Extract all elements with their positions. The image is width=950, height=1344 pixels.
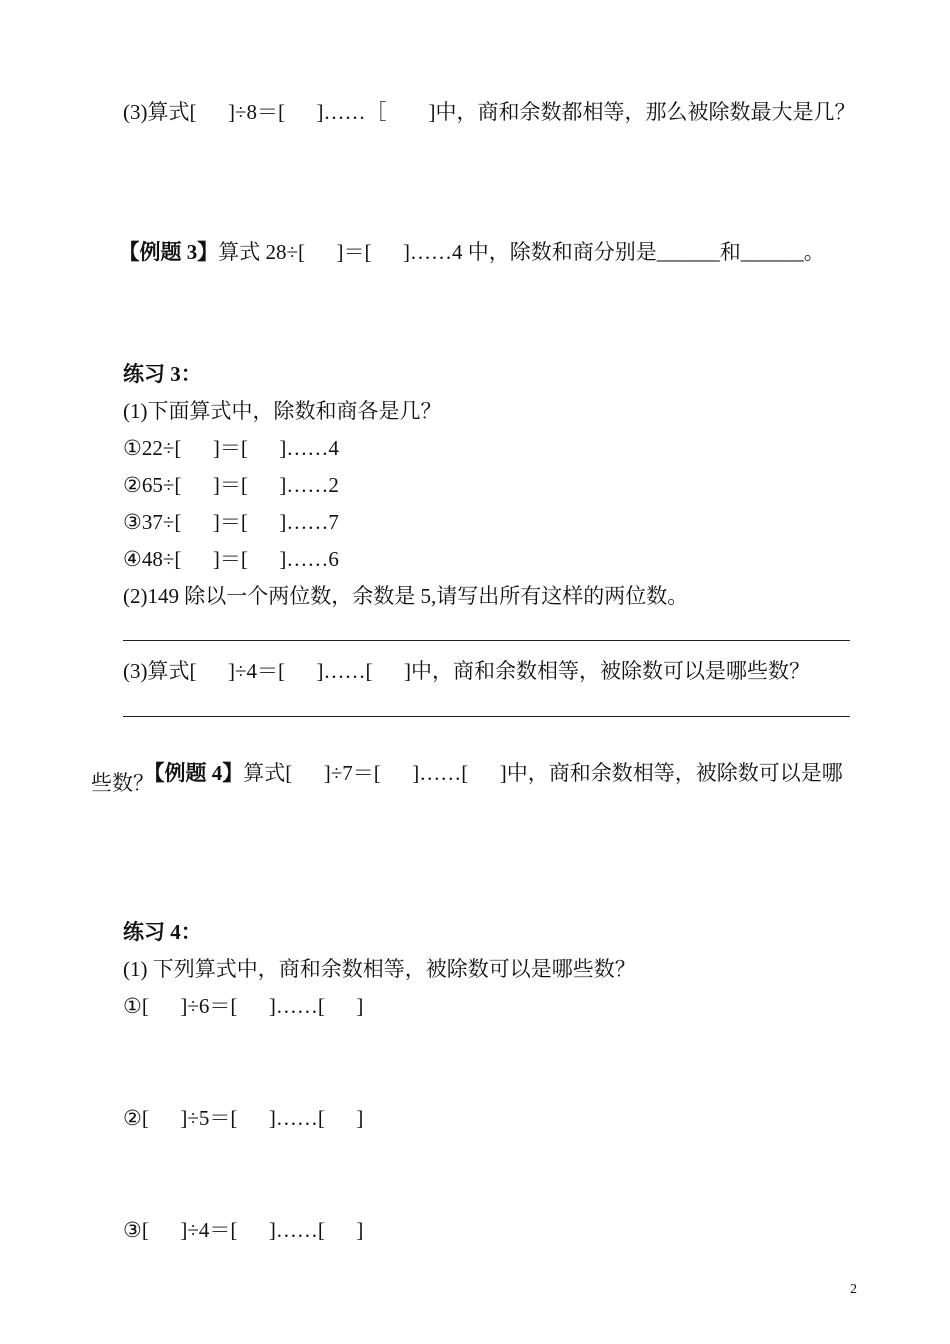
practice-4-item-3: ③[ ]÷4＝[ ]……[ ]: [123, 1218, 364, 1242]
example-4: [133, 731, 843, 787]
practice-3-title: 练习 3：: [123, 362, 202, 386]
practice-3-item-1: ①22÷[ ]＝[ ]……4: [123, 436, 339, 460]
practice-4-question-1: (1) 下列算式中，商和余数相等，被除数可以是哪些数？: [123, 957, 636, 981]
example-4-continuation: 些数？: [91, 771, 154, 795]
question-3-part-3: (3)算式[ ]÷8＝[ ]……［ ]中，商和余数都相等，那么被除数最大是几？: [123, 100, 856, 124]
example-3-label: 【例题 3】: [118, 240, 219, 264]
practice-3-question-2: (2)149 除以一个两位数，余数是 5,请写出所有这样的两位数。: [123, 584, 689, 608]
example-3: [108, 210, 825, 266]
example-3-text: 算式 28÷[ ]＝[ ]……4 中，除数和商分别是______和______。: [218, 240, 825, 264]
answer-line: [123, 640, 850, 641]
practice-4-item-2: ②[ ]÷5＝[ ]……[ ]: [123, 1106, 364, 1130]
practice-3-item-4: ④48÷[ ]＝[ ]……6: [123, 547, 339, 571]
practice-3-question-3: (3)算式[ ]÷4＝[ ]……[ ]中，商和余数相等，被除数可以是哪些数？: [123, 659, 810, 683]
example-4-text: 算式[ ]÷7＝[ ]……[ ]中，商和余数相等，被除数可以是哪: [243, 761, 843, 785]
answer-line: [123, 716, 850, 717]
practice-3-item-2: ②65÷[ ]＝[ ]……2: [123, 473, 339, 497]
practice-3-question-1: (1)下面算式中，除数和商各是几？: [123, 399, 442, 423]
example-4-label: 【例题 4】: [143, 761, 244, 785]
page-number: 2: [850, 1282, 857, 1297]
practice-4-title: 练习 4：: [123, 920, 202, 944]
practice-4-item-1: ①[ ]÷6＝[ ]……[ ]: [123, 994, 364, 1018]
practice-3-item-3: ③37÷[ ]＝[ ]……7: [123, 510, 339, 534]
